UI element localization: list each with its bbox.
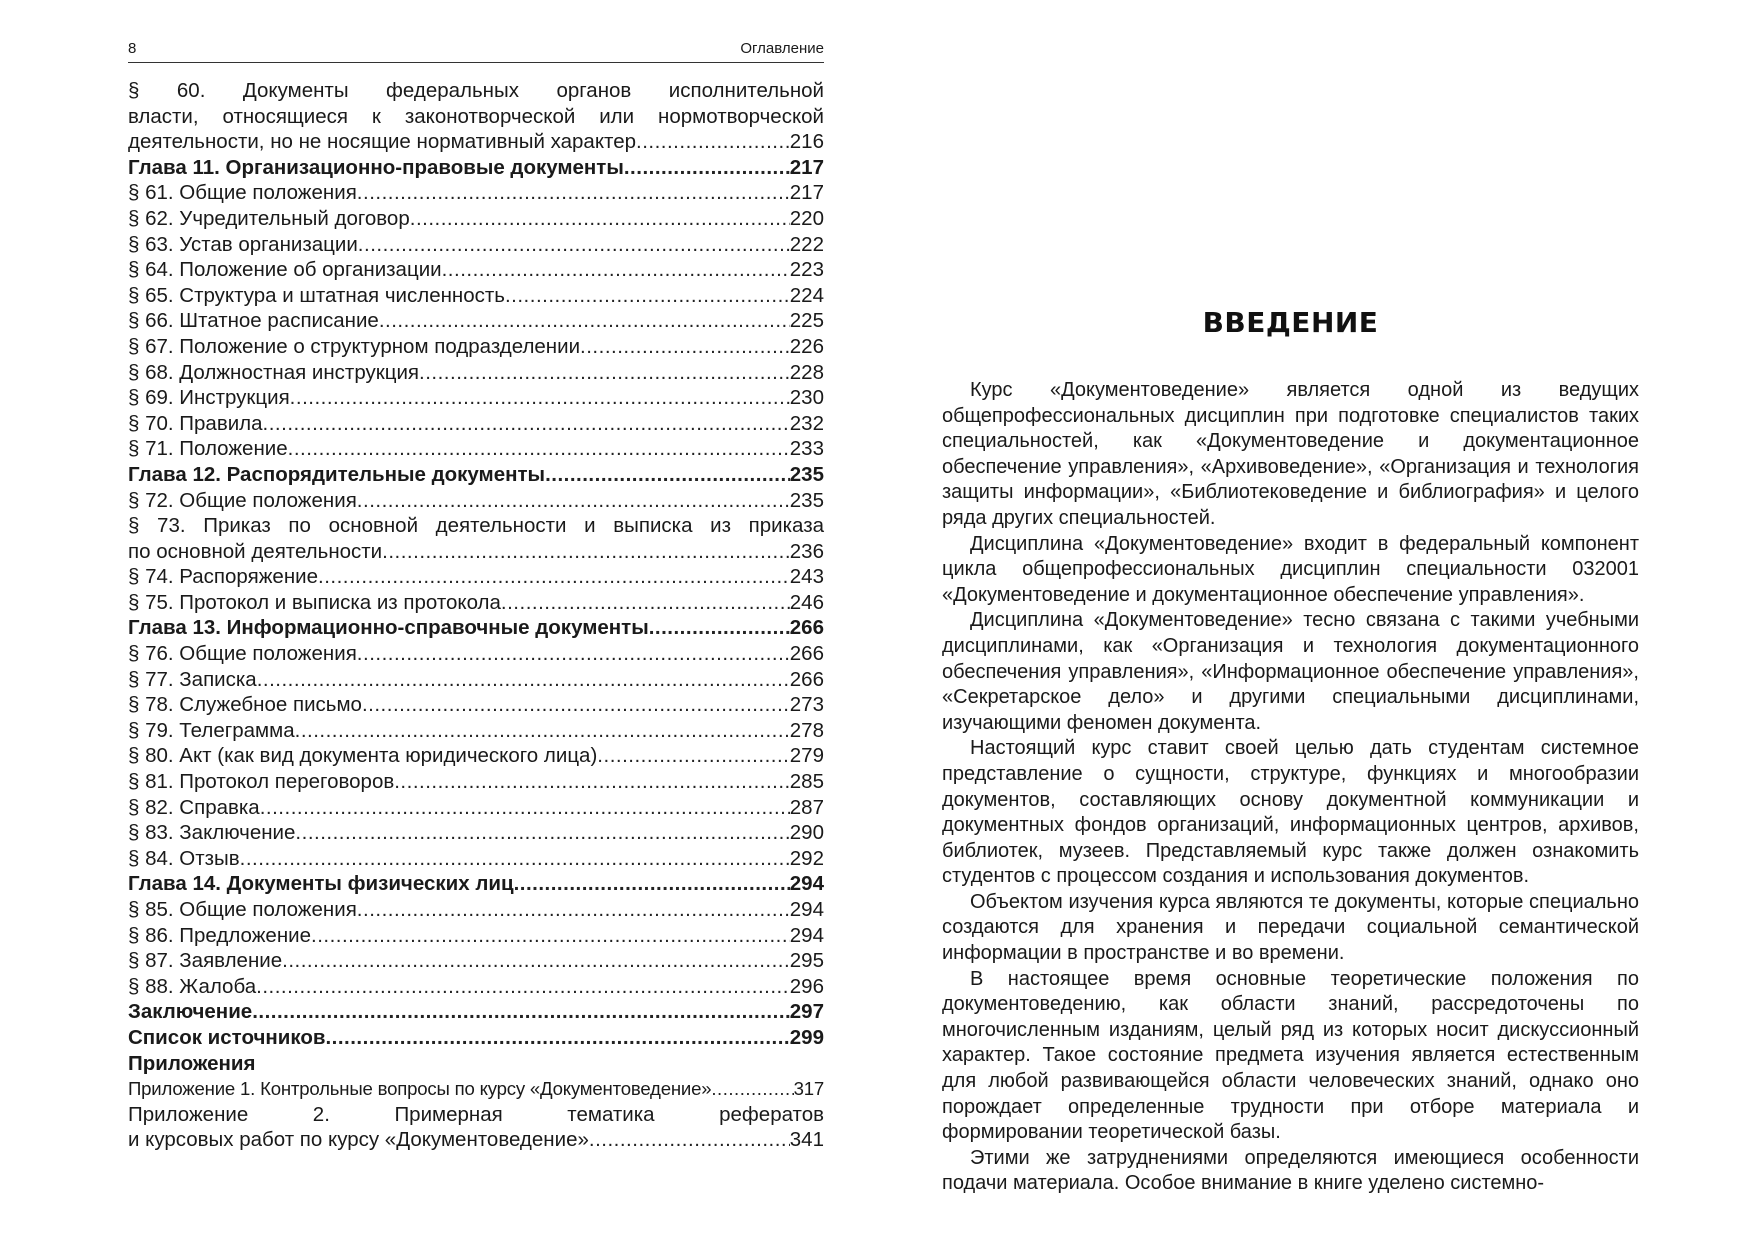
toc-dot-leader bbox=[295, 718, 790, 744]
toc-dot-leader bbox=[358, 232, 790, 258]
toc-entry-title: деятельности, но не носящие нормативный характер bbox=[128, 130, 636, 154]
toc-dot-leader bbox=[505, 283, 790, 309]
introduction-paragraph: Курс «Документоведение» является одной из ведущих общепрофессиональных дисциплин при подготовке специалистов таких специальностей, как «Документоведение и документационное обеспечение управления», «Архивоведение», «Организация и технология защиты информации», «Библиотековедение и библиография» и целого ряда других специальностей. bbox=[942, 379, 1639, 529]
toc-page-number: 230 bbox=[789, 386, 824, 410]
toc-page-number: 226 bbox=[789, 334, 824, 358]
toc-page-number: 296 bbox=[789, 974, 824, 998]
toc-entry bbox=[128, 206, 824, 232]
toc-entry bbox=[128, 820, 824, 846]
toc-page-number: 236 bbox=[789, 539, 824, 563]
toc-page-number: 297 bbox=[789, 1000, 824, 1024]
toc-dot-leader bbox=[442, 257, 790, 283]
toc-entry bbox=[128, 488, 824, 514]
toc-entry-title: по основной деятельности bbox=[128, 539, 383, 563]
toc-dot-leader bbox=[282, 948, 790, 974]
toc-entry-title: § 72. Общие положения bbox=[128, 488, 357, 512]
toc-entry-title: § 83. Заключение bbox=[128, 821, 296, 845]
toc-dot-leader bbox=[597, 743, 789, 769]
toc-dot-leader bbox=[318, 564, 790, 590]
introduction-paragraph: Объектом изучения курса являются те документы, которые специально создаются для хранения и передачи социальной семантической информации в пространстве и во времени. bbox=[942, 890, 1639, 965]
running-header bbox=[128, 40, 824, 63]
toc-dot-leader bbox=[501, 590, 790, 616]
toc-entry bbox=[128, 283, 824, 309]
toc-entry bbox=[128, 1076, 824, 1102]
toc-dot-leader bbox=[514, 871, 790, 897]
introduction-body bbox=[942, 378, 1639, 1197]
toc-dot-leader bbox=[379, 308, 790, 334]
toc-dot-leader bbox=[257, 667, 790, 693]
toc-page-number: 294 bbox=[789, 898, 824, 921]
toc-entry bbox=[128, 846, 824, 872]
introduction-paragraph: Этими же затруднениями определяются имеющиеся особенности подачи материала. Особое внимание в книге уделено системно- bbox=[942, 1146, 1639, 1195]
toc-dot-leader bbox=[311, 923, 790, 949]
toc-entry-title: § 87. Заявление bbox=[128, 949, 283, 973]
introduction-heading: ВВЕДЕНИЕ bbox=[1202, 306, 1379, 339]
toc-entry-title: § 81. Протокол переговоров bbox=[128, 770, 395, 794]
page-number: 8 bbox=[128, 40, 137, 57]
toc-entry-title: § 74. Распоряжение bbox=[128, 565, 318, 589]
toc-entry: Приложение 2. Примерная тематика рефератов bbox=[128, 1102, 824, 1126]
toc-page-number: 216 bbox=[789, 130, 824, 154]
toc-page-number: 279 bbox=[789, 744, 824, 768]
toc-page-number: 224 bbox=[789, 283, 824, 307]
toc-entry bbox=[128, 948, 824, 974]
toc-dot-leader bbox=[288, 436, 790, 462]
toc-entry bbox=[128, 718, 824, 744]
toc-dot-leader bbox=[252, 999, 790, 1025]
toc-entry-title: Глава 12. Распорядительные документы bbox=[128, 462, 546, 486]
toc-entry-title: § 76. Общие положения bbox=[128, 642, 357, 666]
toc-entry bbox=[128, 641, 824, 667]
introduction-paragraph: Настоящий курс ставит своей целью дать студентам системное представление о сущности, структуре, функциях и многообразии документов, составляющих основу документной коммуникации и документных фондов организаций, информационных центров, архивов, библиотек, музеев. Представляемый курс также должен ознакомить студентов с процессом создания и использования документов. bbox=[942, 737, 1639, 888]
toc-dot-leader bbox=[263, 411, 790, 437]
toc-page-number: 266 bbox=[789, 642, 824, 666]
toc-entry bbox=[128, 436, 824, 462]
toc-dot-leader bbox=[362, 692, 790, 718]
table-of-contents bbox=[128, 78, 824, 1153]
toc-dot-leader bbox=[357, 180, 790, 206]
toc-page-number: 217 bbox=[789, 181, 824, 205]
toc-entry-title: § 82. Справка bbox=[128, 795, 260, 819]
toc-page-number: 232 bbox=[789, 411, 824, 435]
toc-page-number: 341 bbox=[789, 1128, 824, 1152]
toc-entry bbox=[128, 974, 824, 1000]
toc-entry bbox=[128, 411, 824, 437]
toc-dot-leader bbox=[711, 1076, 793, 1102]
toc-entry-title: § 66. Штатное расписание bbox=[128, 309, 379, 333]
toc-entry bbox=[128, 590, 824, 616]
introduction-paragraph: В настоящее время основные теоретические положения по документоведению, как области знаний, рассредоточены по многочисленным изданиям, целый ряд из которых носит дискуссионный характер. Такое состояние предмета изучения является естественным для любой развивающейся области человеческих знаний, однако оно порождает определенные трудности при отборе материала и формировании теоретической базы. bbox=[942, 967, 1639, 1144]
toc-entry bbox=[128, 360, 824, 386]
toc-dot-leader bbox=[290, 385, 790, 411]
toc-entry bbox=[128, 667, 824, 693]
toc-dot-leader bbox=[649, 615, 790, 641]
toc-entry-title: § 77. Записка bbox=[128, 667, 257, 691]
toc-entry-title: Заключение bbox=[128, 1000, 253, 1024]
toc-entry bbox=[128, 564, 824, 590]
toc-page-number: 295 bbox=[789, 949, 824, 973]
toc-entry bbox=[128, 257, 824, 283]
toc-entry bbox=[128, 308, 824, 334]
toc-dot-leader bbox=[410, 206, 790, 232]
toc-page-number: 228 bbox=[789, 360, 824, 384]
toc-entry-title: § 64. Положение об организации bbox=[128, 258, 442, 282]
toc-entry-title: § 80. Акт (как вид документа юридического лица) bbox=[128, 744, 598, 768]
toc-entry-title: и курсовых работ по курсу «Документоведение» bbox=[128, 1128, 589, 1152]
toc-entry-title: § 78. Служебное письмо bbox=[128, 693, 362, 717]
toc-dot-leader bbox=[636, 129, 790, 155]
toc-entry: § 73. Приказ по основной деятельности и выписка из приказа bbox=[128, 514, 824, 538]
toc-entry bbox=[128, 1127, 824, 1153]
toc-entry-title: § 85. Общие положения bbox=[128, 898, 357, 921]
toc-page-number: 266 bbox=[789, 667, 824, 691]
toc-chapter-entry bbox=[128, 871, 824, 897]
toc-entry-title: § 69. Инструкция bbox=[128, 386, 290, 410]
toc-entry bbox=[128, 129, 824, 155]
toc-page-number: 287 bbox=[789, 795, 824, 819]
toc-entry-title: § 70. Правила bbox=[128, 411, 263, 435]
toc-page-number: 235 bbox=[789, 462, 824, 486]
toc-page-number: 273 bbox=[789, 693, 824, 717]
toc-dot-leader bbox=[256, 974, 790, 1000]
toc-chapter-entry bbox=[128, 1025, 824, 1051]
toc-dot-leader bbox=[240, 846, 790, 872]
toc-dot-leader bbox=[394, 769, 790, 795]
toc-dot-leader bbox=[624, 155, 790, 181]
toc-entry bbox=[128, 539, 824, 565]
toc-dot-leader bbox=[545, 462, 790, 488]
toc-entry-title: § 63. Устав организации bbox=[128, 232, 358, 256]
toc-page-number: 299 bbox=[789, 1025, 824, 1049]
toc-entry bbox=[128, 232, 824, 258]
toc-dot-leader bbox=[580, 334, 790, 360]
toc-dot-leader bbox=[419, 360, 790, 386]
toc-entry-title: Глава 11. Организационно-правовые документы bbox=[128, 155, 624, 179]
right-page bbox=[942, 0, 1639, 1241]
toc-entry bbox=[128, 692, 824, 718]
toc-entry-title: § 65. Структура и штатная численность bbox=[128, 283, 505, 307]
running-header-title: Оглавление bbox=[740, 40, 824, 57]
toc-dot-leader bbox=[295, 820, 789, 846]
toc-dot-leader bbox=[357, 641, 790, 667]
toc-entry-title: § 61. Общие положения bbox=[128, 181, 357, 205]
toc-entry-title: § 88. Жалоба bbox=[128, 974, 257, 998]
toc-page-number: 233 bbox=[789, 437, 824, 461]
toc-entry-title: § 62. Учредительный договор bbox=[128, 206, 410, 230]
toc-dot-leader bbox=[325, 1025, 789, 1051]
toc-page-number: 246 bbox=[789, 590, 824, 614]
toc-entry-title: § 84. Отзыв bbox=[128, 846, 240, 870]
toc-page-number: 243 bbox=[789, 565, 824, 589]
toc-entry bbox=[128, 897, 824, 923]
toc-page-number: 266 bbox=[789, 616, 824, 640]
toc-dot-leader bbox=[589, 1127, 790, 1153]
introduction-paragraph: Дисциплина «Документоведение» тесно связана с такими учебными дисциплинами, как «Организация и технология документационного обеспечения управления», «Информационное обеспечение управления», «Секретарское дело» и другими специальными дисциплинами, изучающими феномен документа. bbox=[942, 609, 1639, 734]
toc-page-number: 225 bbox=[789, 309, 824, 333]
toc-chapter-entry bbox=[128, 615, 824, 641]
toc-page-number: 217 bbox=[789, 155, 824, 179]
left-page bbox=[128, 0, 824, 1241]
toc-page-number: 290 bbox=[789, 821, 824, 845]
toc-page-number: 285 bbox=[789, 770, 824, 794]
toc-page-number: 278 bbox=[789, 718, 824, 742]
toc-entry-title: Глава 14. Документы физических лиц bbox=[128, 872, 514, 896]
toc-page-number: 235 bbox=[789, 488, 824, 512]
toc-entry-title: § 75. Протокол и выписка из протокола bbox=[128, 590, 501, 614]
toc-entry bbox=[128, 385, 824, 411]
toc-page-number: 317 bbox=[793, 1078, 824, 1100]
introduction-paragraph: Дисциплина «Документоведение» входит в федеральный компонент цикла общепрофессиональных дисциплин специальности 032001 «Документоведение и документационное обеспечение управления». bbox=[942, 532, 1639, 606]
toc-entry-title: § 67. Положение о структурном подразделении bbox=[128, 334, 581, 358]
toc-chapter-entry bbox=[128, 999, 824, 1025]
toc-entry: § 60. Документы федеральных органов исполнительной bbox=[128, 79, 824, 102]
toc-entry-title: § 86. Предложение bbox=[128, 923, 311, 947]
toc-page-number: 223 bbox=[789, 258, 824, 282]
toc-chapter-entry bbox=[128, 155, 824, 181]
toc-entry bbox=[128, 334, 824, 360]
toc-entry-title: Глава 13. Информационно-справочные документы bbox=[128, 616, 649, 640]
toc-dot-leader bbox=[260, 795, 790, 821]
toc-entry-title: Приложение 1. Контрольные вопросы по курсу «Документоведение» bbox=[128, 1078, 712, 1100]
toc-chapter-entry bbox=[128, 462, 824, 488]
toc-entry-title: § 79. Телеграмма bbox=[128, 718, 295, 742]
toc-page-number: 292 bbox=[789, 846, 824, 870]
toc-entry-title: § 68. Должностная инструкция bbox=[128, 360, 420, 384]
toc-page-number: 220 bbox=[789, 206, 824, 230]
toc-chapter-entry: Приложения bbox=[128, 1051, 256, 1075]
toc-page-number: 222 bbox=[789, 232, 824, 256]
toc-page-number: 294 bbox=[789, 923, 824, 947]
toc-entry bbox=[128, 180, 824, 206]
toc-page-number: 294 bbox=[789, 872, 824, 896]
toc-dot-leader bbox=[357, 897, 790, 923]
toc-entry bbox=[128, 795, 824, 821]
toc-entry bbox=[128, 769, 824, 795]
toc-dot-leader bbox=[357, 488, 790, 514]
toc-entry bbox=[128, 923, 824, 949]
toc-dot-leader bbox=[382, 539, 790, 565]
toc-entry-title: Список источников bbox=[128, 1025, 326, 1049]
toc-entry-title: § 71. Положение bbox=[128, 437, 288, 461]
toc-entry: власти, относящиеся к законотворческой или нормотворческой bbox=[128, 104, 824, 128]
toc-entry bbox=[128, 743, 824, 769]
